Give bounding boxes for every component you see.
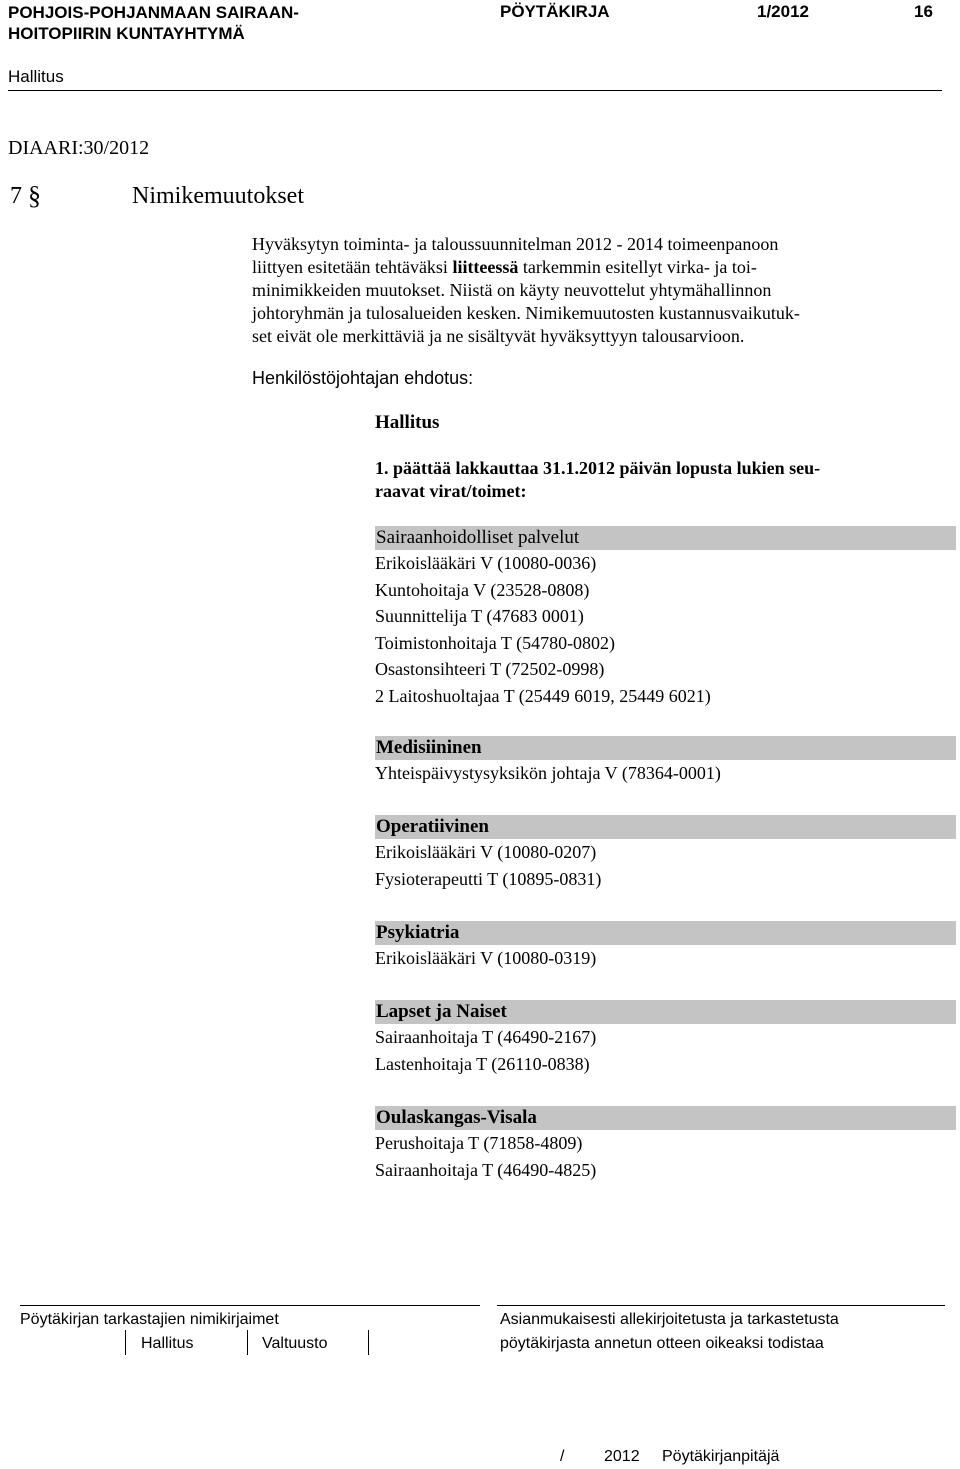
decision-line: 1. päättää lakkauttaa 31.1.2012 päivän lopusta lukien seu- — [375, 458, 821, 478]
group-heading: Medisiininen — [375, 736, 956, 760]
position-item: Osastonsihteeri T (72502-0998) — [375, 659, 605, 679]
position-item: Lastenhoitaja T (26110-0838) — [375, 1053, 590, 1074]
footer-separator — [368, 1330, 369, 1355]
position-item: Erikoislääkäri V (10080-0207) — [375, 842, 597, 862]
intro-line — [252, 256, 922, 279]
section-title: Nimikemuutokset — [132, 183, 304, 209]
position-item: Erikoislääkäri V (10080-0319) — [375, 948, 597, 968]
decision-text — [375, 457, 820, 503]
section-mark: § — [28, 181, 41, 210]
intro-line: Hyväksytyn toiminta- ja taloussuunnitelman 2012 - 2014 toimeenpanoon — [252, 234, 779, 254]
position-item: Suunnittelija T (47683 0001) — [375, 606, 584, 626]
group-heading: Psykiatria — [375, 921, 956, 945]
position-item: Toimistonhoitaja T (54780-0802) — [375, 632, 616, 653]
intro-line-text: tarkemmin esitellyt virka- ja toi- — [518, 257, 757, 277]
intro-paragraph — [252, 233, 922, 348]
organization-name-line1: POHJOIS-POHJANMAAN SAIRAAN- — [8, 3, 299, 22]
proposal-label: Henkilöstöjohtajan ehdotus: — [252, 368, 474, 388]
document-type: PÖYTÄKIRJA — [500, 2, 610, 21]
group-psykiatria — [375, 921, 956, 972]
group-oulaskangas-visala — [375, 1106, 956, 1183]
footer-divider-right — [497, 1305, 945, 1306]
footer-certification-line2: pöytäkirjasta annetun otteen oikeaksi todistaa — [500, 1335, 824, 1352]
board-label: Hallitus — [375, 412, 440, 433]
intro-line-text: liittyen esitetään tehtäväksi — [252, 257, 453, 277]
position-item: Sairaanhoitaja T (46490-4825) — [375, 1159, 597, 1180]
footer-initials-label: Pöytäkirjan tarkastajien nimikirjaimet — [20, 1311, 279, 1328]
intro-line: johtoryhmän ja tulosalueiden kesken. Nimikemuutosten kustannusvaikutuk- — [252, 303, 800, 323]
group-heading: Oulaskangas-Visala — [375, 1106, 956, 1130]
group-sairaanhoidolliset — [375, 526, 956, 709]
footer-board-label: Hallitus — [141, 1335, 194, 1352]
footer-council-label: Valtuusto — [262, 1335, 328, 1352]
position-item: Kuntohoitaja V (23528-0808) — [375, 579, 590, 600]
group-heading: Operatiivinen — [375, 815, 956, 839]
group-lapset-ja-naiset — [375, 1000, 956, 1077]
position-item: 2 Laitoshuoltajaa T (25449 6019, 25449 6021) — [375, 685, 711, 706]
header-divider — [8, 90, 942, 91]
position-item: Perushoitaja T (71858-4809) — [375, 1133, 583, 1153]
group-heading: Lapset ja Naiset — [375, 1000, 956, 1024]
header-body-name: Hallitus — [8, 67, 64, 86]
footer-divider-left — [20, 1305, 480, 1306]
footer-date-slash: / — [560, 1448, 565, 1465]
page-number: 16 — [914, 2, 933, 21]
footer-minutes-keeper: Pöytäkirjanpitäjä — [662, 1448, 780, 1465]
group-operatiivinen — [375, 815, 956, 892]
intro-line: minimikkeiden muutokset. Niistä on käyty neuvottelut yhtymähallinnon — [252, 280, 772, 300]
position-item: Erikoislääkäri V (10080-0036) — [375, 553, 597, 573]
footer-year: 2012 — [604, 1448, 640, 1465]
document-number: 1/2012 — [757, 2, 809, 21]
position-item: Fysioterapeutti T (10895-0831) — [375, 868, 602, 889]
intro-line: set eivät ole merkittäviä ja ne sisältyvät hyväksyttyyn talousarvioon. — [252, 326, 745, 346]
group-heading: Sairaanhoidolliset palvelut — [375, 526, 956, 550]
organization-name-line2: HOITOPIIRIN KUNTAYHTYMÄ — [8, 24, 245, 43]
footer-separator — [125, 1330, 126, 1355]
section-number: 7 — [10, 183, 22, 209]
organization-name — [8, 2, 299, 44]
footer-certification-line1: Asianmukaisesti allekirjoitetusta ja tarkastetusta — [500, 1311, 839, 1328]
footer-separator — [247, 1330, 248, 1355]
group-medisiininen — [375, 736, 956, 787]
position-item: Sairaanhoitaja T (46490-2167) — [375, 1027, 597, 1047]
position-item: Yhteispäivystysyksikön johtaja V (78364-0001) — [375, 763, 721, 783]
attachment-reference: liitteessä — [452, 257, 519, 277]
decision-line: raavat virat/toimet: — [375, 481, 527, 501]
case-reference: DIAARI:30/2012 — [8, 137, 150, 159]
